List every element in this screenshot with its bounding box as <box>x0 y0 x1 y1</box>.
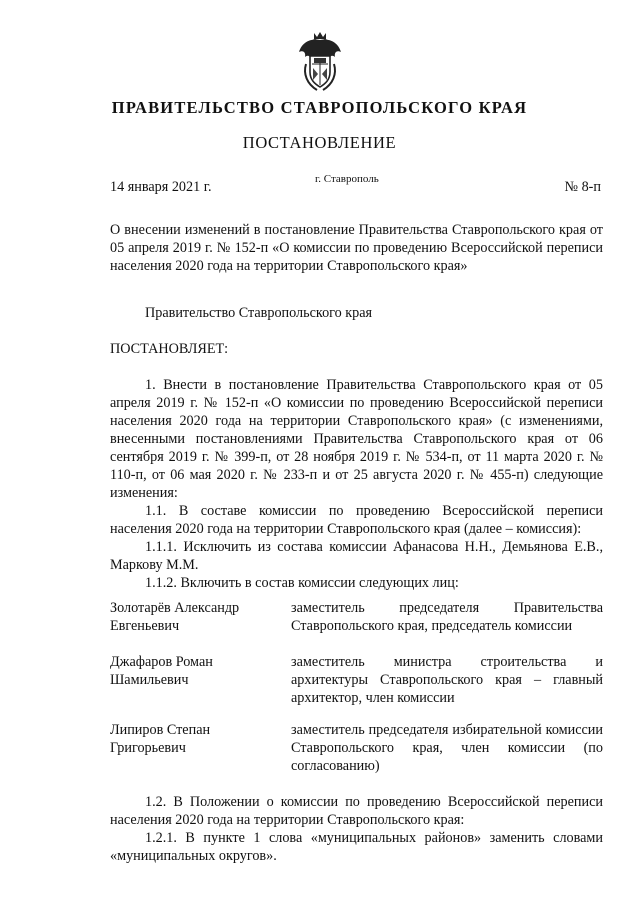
member-name: Золотарёв Александр Евгеньевич <box>110 600 240 634</box>
member-role: заместитель председателя Правительства Ставропольского края, председатель комиссии <box>291 600 603 634</box>
paragraph-1-2-1: 1.2.1. В пункте 1 слова «муниципальных районов» заменить словами «муниципальных округов». <box>110 830 603 864</box>
tail-text <box>110 793 603 865</box>
member-name: Джафаров Роман Шамильевич <box>110 654 213 688</box>
decree-word: ПОСТАНОВЛЯЕТ: <box>110 341 229 357</box>
document-subject: О внесении изменений в постановление Правительства Ставропольского края от 05 апреля 2019 г. № 152-п «О комиссии по проведению Всероссийской переписи населения 2020 года на территории Ставропольского края» <box>110 222 603 274</box>
member-name: Липиров Степан Григорьевич <box>110 722 211 756</box>
member-role: заместитель министра строительства и архитектуры Ставропольского края – главный архитектор, член комиссии <box>291 654 603 706</box>
coat-of-arms-icon <box>297 30 343 92</box>
paragraph-1-2: 1.2. В Положении о комиссии по проведению Всероссийской переписи населения 2020 года на территории Ставропольского края: <box>110 794 603 828</box>
paragraph-1: 1. Внести в постановление Правительства Ставропольского края от 05 апреля 2019 г. № 152-п «О комиссии по проведению Всероссийской переписи населения 2020 года на территории Ставропольского края» (с изменениями, внесенными постановлениями Правительства Ставропольского края от 06 сентября 2019 г. № 399-п, от 28 ноября 2019 г. № 534-п, от 11 марта 2020 г. № 110-п, от 06 мая 2020 г. № 233-п и от 25 августа 2020 г. № 455-п) следующие изменения: <box>110 377 603 501</box>
government-title: ПРАВИТЕЛЬСТВО СТАВРОПОЛЬСКОГО КРАЯ <box>111 98 528 117</box>
document-city: г. Ставрополь <box>315 173 379 185</box>
document-number: № 8-п <box>564 179 601 195</box>
paragraph-1-1: 1.1. В составе комиссии по проведению Всероссийской переписи населения 2020 года на территории Ставропольского края (далее – комиссия): <box>110 503 603 537</box>
document-date: 14 января 2021 г. <box>110 179 212 195</box>
paragraph-1-1-2: 1.1.2. Включить в состав комиссии следующих лиц: <box>145 575 459 591</box>
body-text <box>110 376 603 592</box>
member-role: заместитель председателя избирательной комиссии Ставропольского края, член комиссии (по согласованию) <box>291 722 603 774</box>
paragraph-1-1-1: 1.1.1. Исключить из состава комиссии Афанасова Н.Н., Демьянова Е.В., Маркову М.М. <box>110 539 603 573</box>
issuer-line: Правительство Ставропольского края <box>145 305 373 321</box>
document-type: ПОСТАНОВЛЕНИЕ <box>242 133 397 152</box>
